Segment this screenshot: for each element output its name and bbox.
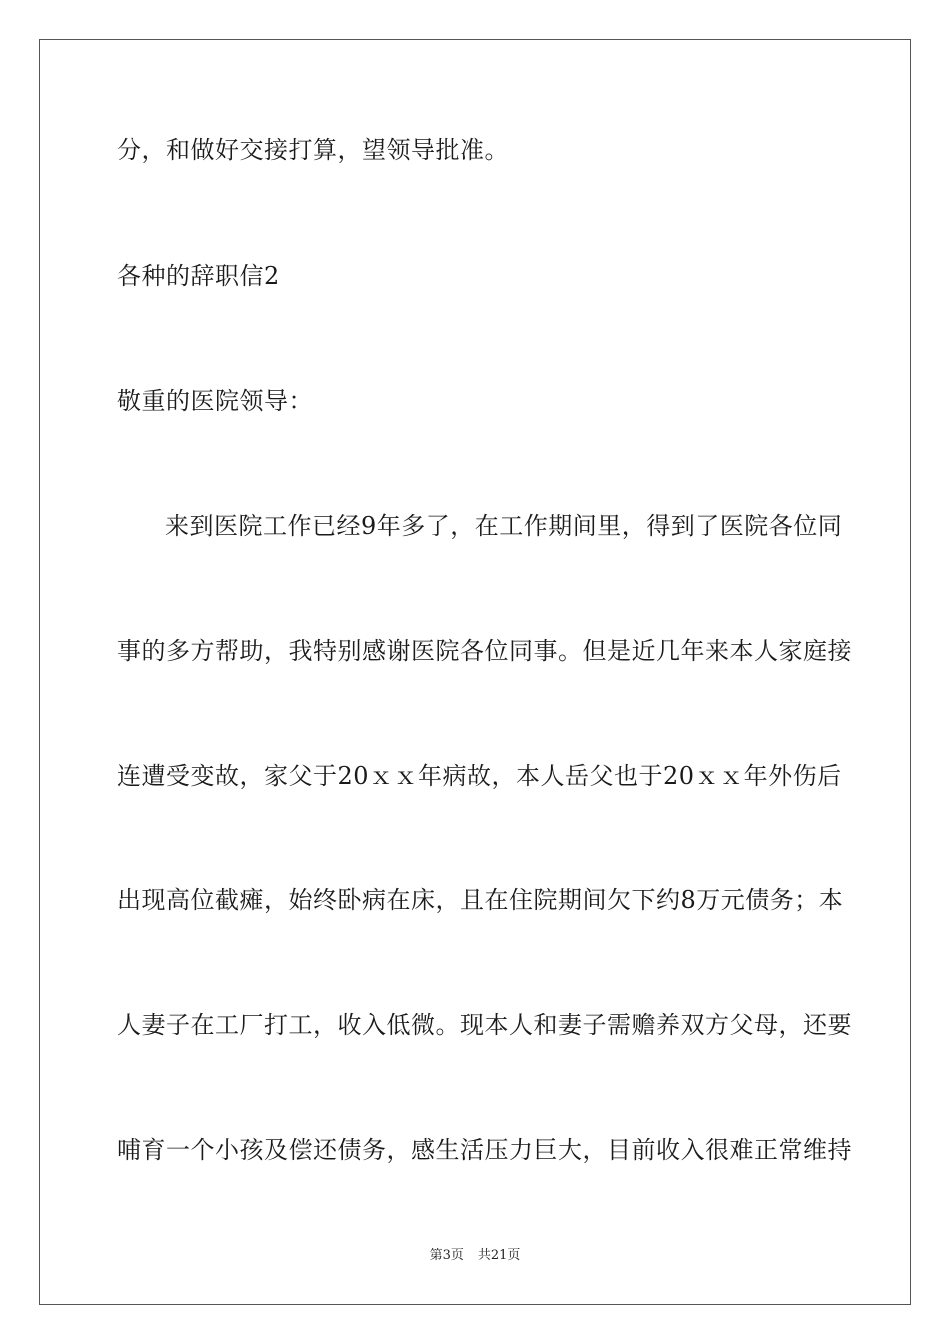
paragraph-line: 事的多方帮助，我特别感谢医院各位同事。但是近几年来本人家庭接 bbox=[117, 637, 852, 665]
paragraph-line: 来到医院工作已经9年多了，在工作期间里，得到了医院各位同 bbox=[165, 512, 843, 540]
paragraph-line: 连遭受变故，家父于20ｘｘ年病故，本人岳父也于20ｘｘ年外伤后 bbox=[117, 762, 842, 790]
section-heading: 各种的辞职信2 bbox=[117, 262, 280, 290]
page-footer bbox=[0, 1247, 950, 1265]
paragraph-line: 人妻子在工厂打工，收入低微。现本人和妻子需赡养双方父母，还要 bbox=[117, 1011, 852, 1039]
salutation: 敬重的医院领导： bbox=[117, 387, 313, 415]
paragraph-line: 出现高位截瘫，始终卧病在床，且在住院期间欠下约8万元债务；本 bbox=[117, 886, 844, 914]
page-border bbox=[39, 39, 911, 1305]
text-line-continuation: 分，和做好交接打算，望领导批准。 bbox=[117, 136, 509, 164]
page-total: 共21页 bbox=[477, 1248, 521, 1263]
page-number: 第3页 bbox=[429, 1248, 464, 1263]
paragraph-line: 哺育一个小孩及偿还债务，感生活压力巨大，目前收入很难正常维持 bbox=[117, 1136, 852, 1164]
